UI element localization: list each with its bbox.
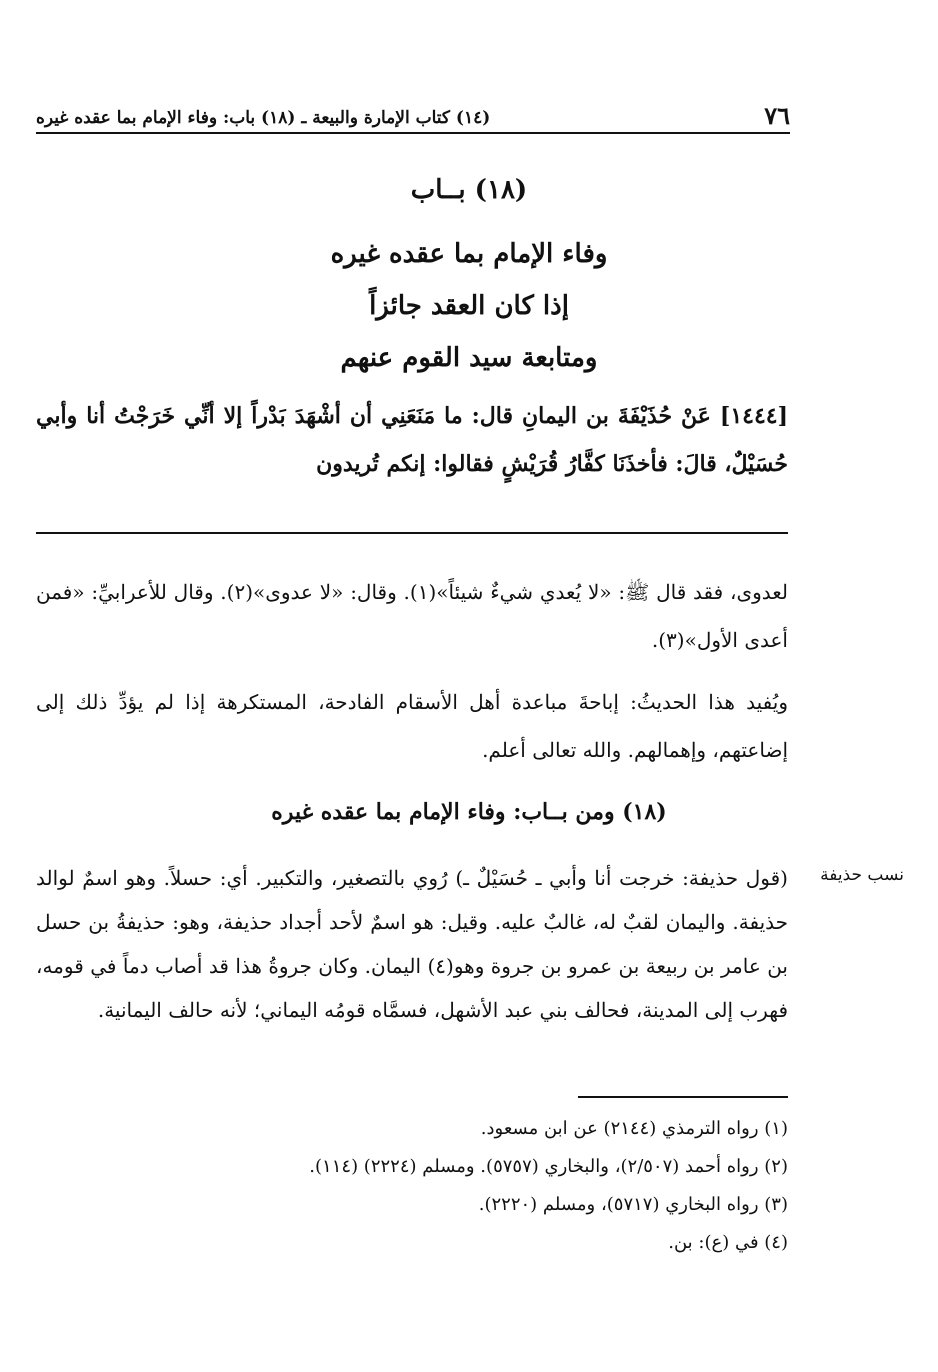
chapter-title-line: ومتابعة سيد القوم عنهم — [340, 343, 598, 373]
sub-heading: (١٨) ومن بــاب: وفاء الإمام بما عقده غيره — [271, 799, 667, 825]
commentary — [36, 568, 788, 788]
chapter-title-line: إذا كان العقد جائزاً — [369, 291, 569, 321]
running-title: (١٤) كتاب الإمارة والبيعة ـ (١٨) باب: وفاء الإمام بما عقده غيره — [36, 108, 491, 128]
margin-note: نسب حذيفة — [820, 865, 904, 885]
chapter-title-line: وفاء الإمام بما عقده غيره — [330, 239, 608, 269]
footnote-divider — [578, 1096, 788, 1098]
footnote: (١) رواه الترمذي (٢١٤٤) عن ابن مسعود. — [480, 1118, 788, 1139]
hadith-text: [١٤٤٤] عَنْ حُذَيْفَةَ بن اليمانِ قال: ما مَنَعَنِي أن أشْهَدَ بَدْراً إلا أنِّي خَرَجْتُ أنا وأبي حُسَيْلٌ، قالَ: فأخذَنَا كفَّارُ قُرَيْشٍ فقالوا: إنكم تُريدون — [36, 403, 788, 477]
footnote: (٣) رواه البخاري (٥٧١٧)، ومسلم (٢٢٢٠). — [478, 1194, 788, 1215]
commentary-paragraph: لعدوى، فقد قال ﷺ: «لا يُعدي شيءٌ شيئاً»(١). وقال: «لا عدوى»(٢). وقال للأعرابيِّ: «فمن أعدى الأول»(٣). — [36, 580, 788, 652]
footnotes — [36, 1110, 788, 1262]
running-head — [36, 100, 790, 134]
explanation-text: (قول حذيفة: خرجت أنا وأبي ـ حُسَيْلٌ ـ) رُوي بالتصغير، والتكبير. أي: حسلاً. وهو اسمٌ لوالد حذيفة. واليمان لقبٌ له، غالبٌ عليه. وقيل: هو اسمٌ لأحد أجداد حذيفة، وهو: حذيفةُ بن حسل بن عامر بن ربيعة بن عمرو بن جروة وهو(٤) اليمان. وكان جروةُ هذا قد أصاب دماً في قومه، فهرب إلى المدينة، فحالف بني عبد الأشهل، فسمَّاه قومُه اليماني؛ لأنه حالف اليمانية. — [36, 866, 788, 1022]
footnote: (٤) في (ع): بن. — [668, 1232, 788, 1253]
chapter-number: (١٨) بــاب — [410, 175, 528, 205]
chapter-title — [0, 228, 938, 384]
chapter-heading — [0, 172, 938, 384]
section-divider — [36, 532, 788, 534]
commentary-paragraph: ويُفيد هذا الحديثُ: إباحةَ مباعدة أهل الأسقام الفادحة، المستكرهة إذا لم يؤدِّ ذلك إلى إضاعتهم، وإهمالهم. والله تعالى أعلم. — [36, 690, 788, 762]
page-number: ٧٦ — [764, 101, 790, 130]
footnote: (٢) رواه أحمد (٢/٥٠٧)، والبخاري (٥٧٥٧). ومسلم (٢٢٢٤) (١١٤). — [309, 1156, 788, 1177]
